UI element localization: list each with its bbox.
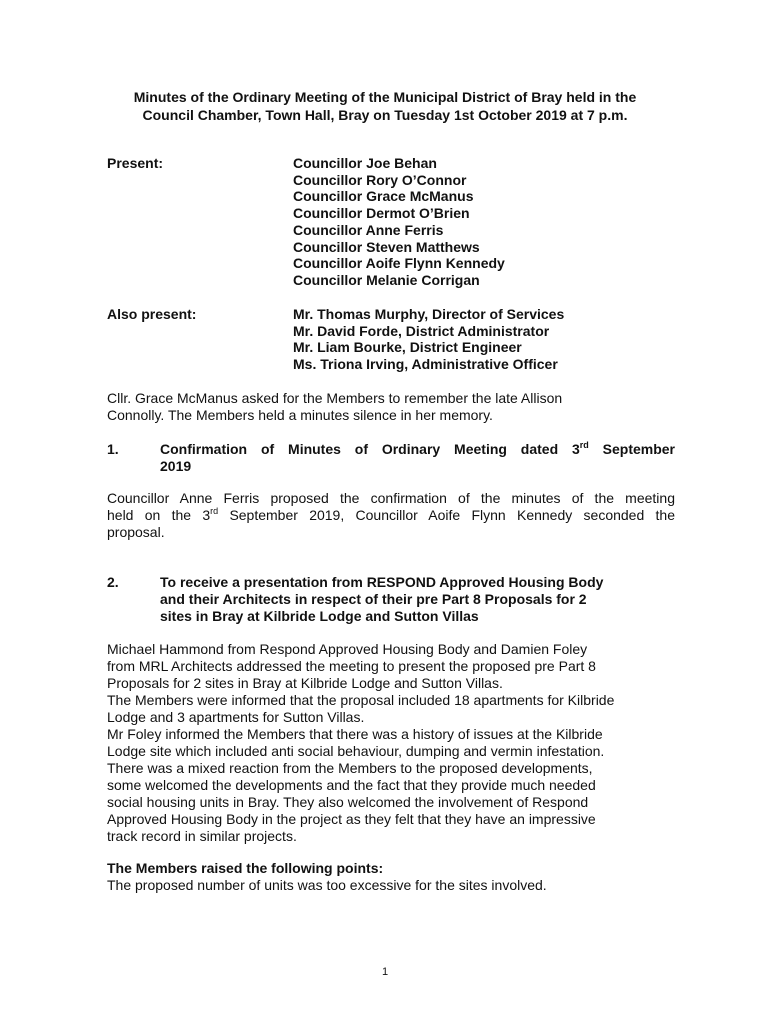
item-number: 1. <box>107 441 119 457</box>
text-line: social housing units in Bray. They also welcomed the involvement of Respond <box>107 794 589 810</box>
text-line: Proposals for 2 sites in Bray at Kilbride Lodge and Sutton Villas. <box>107 675 503 691</box>
item-title <box>160 441 675 475</box>
title-line: Council Chamber, Town Hall, Bray on Tuesday 1st October 2019 at 7 p.m. <box>142 107 628 123</box>
page-number: 1 <box>381 966 389 978</box>
attendee: Councillor Melanie Corrigan <box>293 271 480 288</box>
text-line: sites in Bray at Kilbride Lodge and Sutton Villas <box>160 608 479 624</box>
points-heading: The Members raised the following points: <box>107 860 384 876</box>
item-1-body <box>107 490 675 541</box>
attendee: Councillor Joe Behan <box>293 155 437 171</box>
point-item: The proposed number of units was too excessive for the sites involved. <box>107 877 547 893</box>
attendee: Councillor Steven Matthews <box>293 238 480 255</box>
title-line: Minutes of the Ordinary Meeting of the Municipal District of Bray held in the <box>133 89 637 105</box>
attendee: Councillor Grace McManus <box>293 188 474 205</box>
intro-paragraph <box>107 390 675 424</box>
text-line: Michael Hammond from Respond Approved Housing Body and Damien Foley <box>107 641 588 657</box>
present-label: Present: <box>107 155 164 171</box>
text-line: The Members were informed that the proposal included 18 apartments for Kilbride <box>107 692 615 708</box>
attendee: Councillor Anne Ferris <box>293 221 444 238</box>
text-line: Lodge site which included anti social behaviour, dumping and vermin infestation. <box>107 743 605 759</box>
also-present-label: Also present: <box>107 306 197 322</box>
text-line: Mr Foley informed the Members that there was a history of issues at the Kilbride <box>107 726 603 742</box>
attendee: Mr. David Forde, District Administrator <box>293 322 550 339</box>
text-line <box>107 507 675 524</box>
heading-text: Confirmation of Minutes of Ordinary Meeting dated 3 <box>160 441 580 457</box>
text-line: Approved Housing Body in the project as they felt that they have an impressive <box>107 811 596 827</box>
attendee: Councillor Aoife Flynn Kennedy <box>293 255 505 272</box>
text-line: proposal. <box>107 524 165 540</box>
text-line: and their Architects in respect of their pre Part 8 Proposals for 2 <box>160 591 587 607</box>
text-line: There was a mixed reaction from the Members to the proposed developments, <box>107 760 593 776</box>
attendee: Mr. Liam Bourke, District Engineer <box>293 339 522 356</box>
item-2-body <box>107 641 675 845</box>
heading-text: September <box>588 441 675 457</box>
text-line: some welcomed the developments and the fact that they provide much needed <box>107 777 596 793</box>
text-line: 2019 <box>160 458 192 474</box>
attendee: Mr. Thomas Murphy, Director of Services <box>293 306 565 322</box>
page-title <box>60 88 710 124</box>
text-line: Cllr. Grace McManus asked for the Members to remember the late Allison <box>107 390 563 406</box>
item-title <box>160 574 675 625</box>
ordinal-suffix: rd <box>579 440 589 450</box>
text-line: To receive a presentation from RESPOND Approved Housing Body <box>160 574 604 590</box>
text-line: from MRL Architects addressed the meeting to present the proposed pre Part 8 <box>107 658 596 674</box>
body-text: held on the 3 <box>107 507 211 523</box>
text-line <box>160 441 675 458</box>
text-line: Connolly. The Members held a minutes silence in her memory. <box>107 407 493 423</box>
item-number: 2. <box>107 574 119 590</box>
present-list <box>293 155 505 289</box>
attendee: Councillor Rory O’Connor <box>293 171 467 188</box>
ordinal-suffix: rd <box>210 506 219 516</box>
text-line: Councillor Anne Ferris proposed the confirmation of the minutes of the meeting <box>107 490 675 506</box>
body-text: September 2019, Councillor Aoife Flynn Kennedy seconded the <box>218 507 675 523</box>
also-present-list <box>293 306 564 373</box>
attendee: Councillor Dermot O’Brien <box>293 205 470 222</box>
text-line: track record in similar projects. <box>107 828 297 844</box>
text-line: Lodge and 3 apartments for Sutton Villas. <box>107 709 365 725</box>
attendee: Ms. Triona Irving, Administrative Officer <box>293 356 558 373</box>
members-points <box>107 860 675 894</box>
